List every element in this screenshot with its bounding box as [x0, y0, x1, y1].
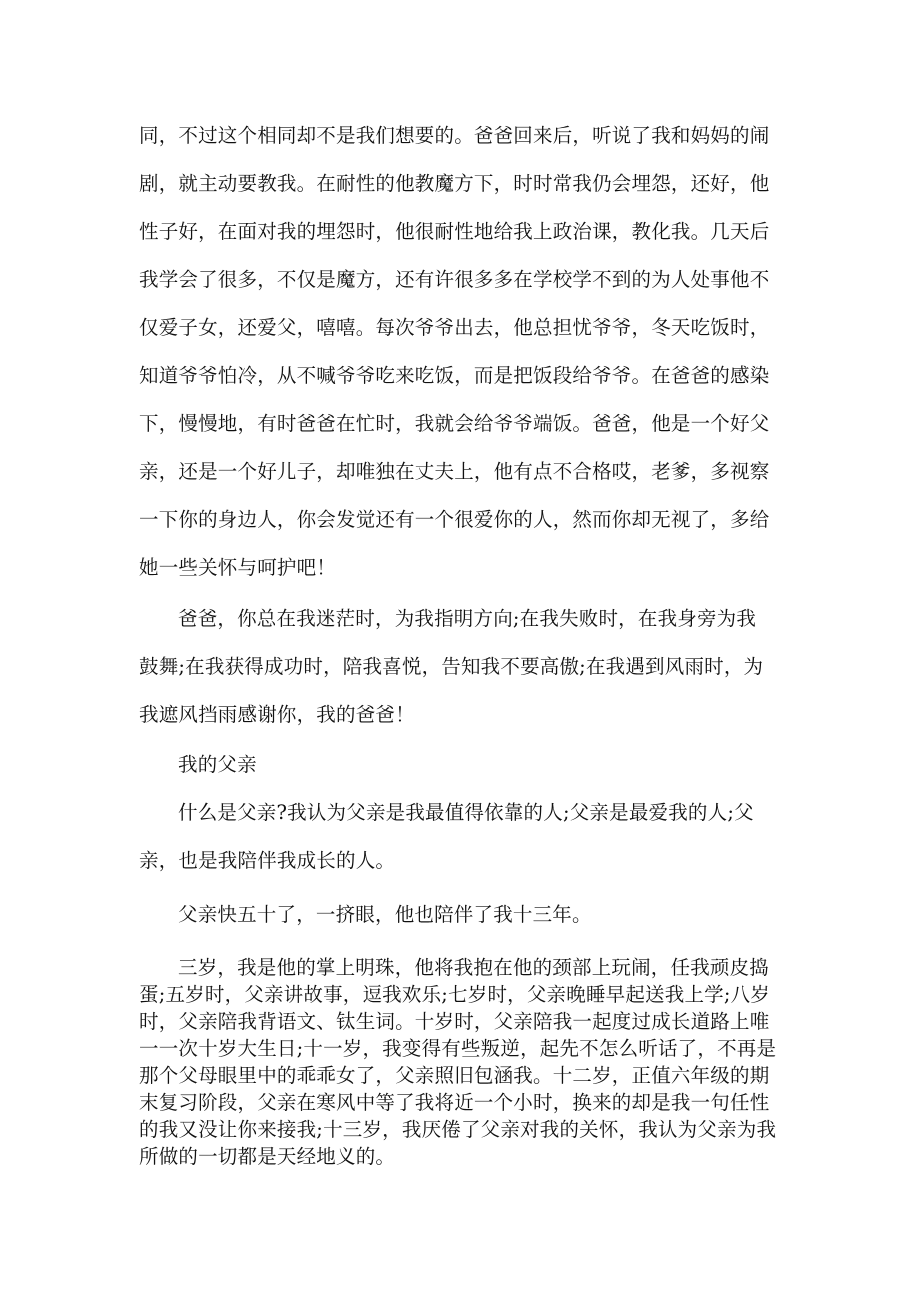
text-line: 同，不过这个相同却不是我们想要的。爸爸回来后，听说了我和妈妈的闹 [139, 124, 770, 147]
text-line: 我学会了很多，不仅是魔方，还有许很多多在学校学不到的为人处事他不 [139, 268, 770, 291]
text-line: 她一些关怀与呵护吧！ [139, 556, 337, 579]
text-line: 一一次十岁大生日;十一岁，我变得有些叛逆，起先不怎么听话了，不再是 [139, 1037, 777, 1060]
text-line: 爸爸，你总在我迷茫时，为我指明方向;在我失败时，在我身旁为我 [178, 607, 757, 630]
text-line: 亲，也是我陪伴我成长的人。 [139, 849, 396, 872]
text-line: 末复习阶段，父亲在寒风中等了我将近一个小时，换来的却是我一句任性 [139, 1091, 770, 1114]
section-title: 我的父亲 [178, 753, 257, 776]
text-line: 鼓舞;在我获得成功时，陪我喜悦，告知我不要高傲;在我遇到风雨时，为 [139, 655, 764, 678]
text-line: 父亲快五十了，一挤眼，他也陪伴了我十三年。 [178, 903, 592, 926]
text-line: 的我又没让你来接我;十三岁，我厌倦了父亲对我的关怀，我认为父亲为我 [139, 1118, 777, 1141]
text-line: 蛋;五岁时，父亲讲故事，逗我欢乐;七岁时，父亲晚睡早起送我上学;八岁 [139, 983, 771, 1006]
text-line: 三岁，我是他的掌上明珠，他将我抱在他的颈部上玩闹，任我顽皮捣 [178, 956, 770, 979]
text-line: 我遮风挡雨感谢你，我的爸爸！ [139, 703, 415, 726]
text-line: 知道爷爷怕冷，从不喊爷爷吃来吃饭，而是把饭段给爷爷。在爸爸的感染 [139, 364, 770, 387]
text-line: 性子好，在面对我的埋怨时，他很耐性地给我上政治课，教化我。几天后 [139, 220, 770, 243]
text-line: 一下你的身边人，你会发觉还有一个很爱你的人，然而你却无视了，多给 [139, 508, 770, 531]
text-line: 亲，还是一个好儿子，却唯独在丈夫上，他有点不合格哎，老爹，多视察 [139, 460, 770, 483]
text-line: 什么是父亲?我认为父亲是我最值得依靠的人;父亲是最爱我的人;父 [178, 801, 754, 824]
text-line: 所做的一切都是天经地义的。 [139, 1145, 396, 1168]
text-line: 剧，就主动要教我。在耐性的他教魔方下，时时常我仍会埋怨，还好，他 [139, 172, 770, 195]
text-line: 那个父母眼里中的乖乖女了，父亲照旧包涵我。十二岁，正值六年级的期 [139, 1064, 770, 1087]
text-line: 时，父亲陪我背语文、钛生词。十岁时，父亲陪我一起度过成长道路上唯 [139, 1010, 770, 1033]
text-line: 仅爱子女，还爱父，嘻嘻。每次爷爷出去，他总担忧爷爷，冬天吃饭时， [139, 316, 770, 339]
text-line: 下，慢慢地，有时爸爸在忙时，我就会给爷爷端饭。爸爸，他是一个好父 [139, 412, 770, 435]
